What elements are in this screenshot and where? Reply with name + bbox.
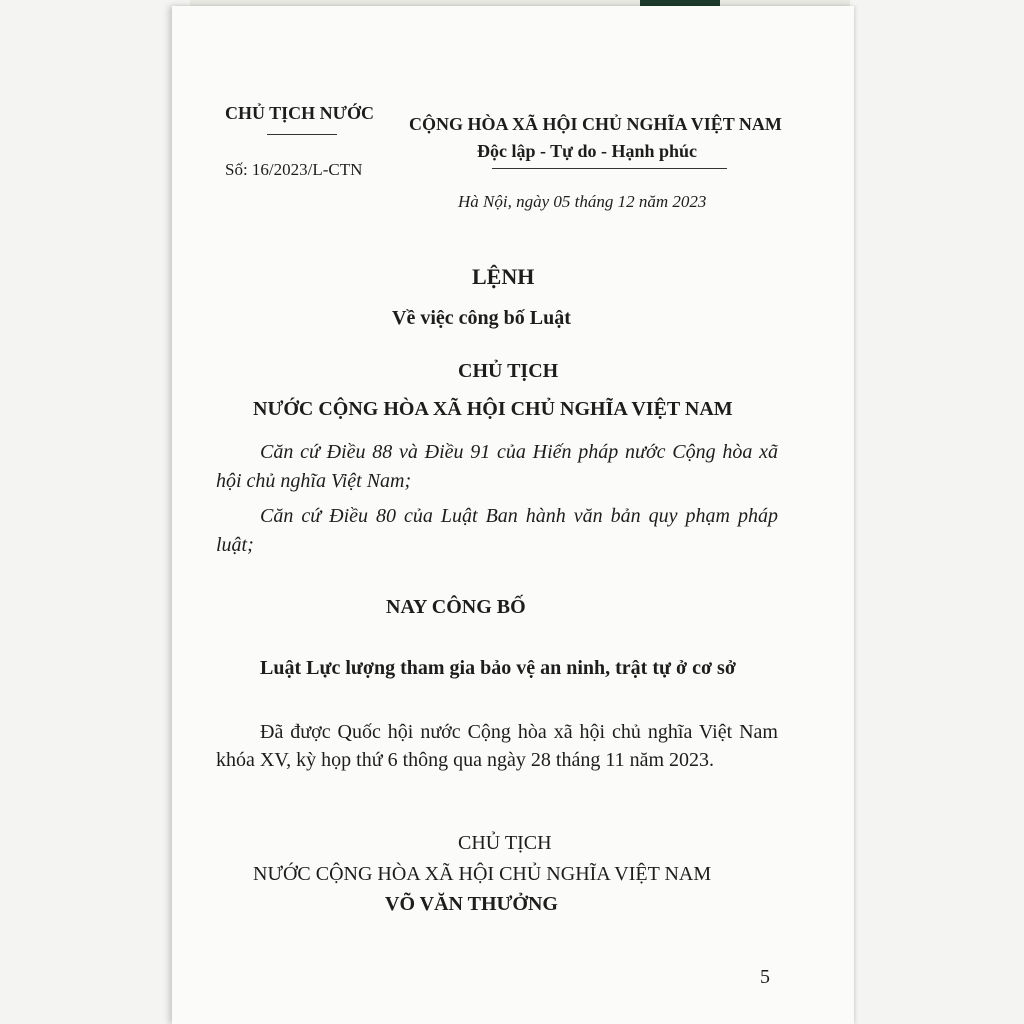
issuer-title: CHỦ TỊCH — [458, 360, 559, 382]
header-country: CỘNG HÒA XÃ HỘI CHỦ NGHĨA VIỆT NAM — [409, 114, 782, 134]
motto-rule — [492, 168, 727, 169]
document-page — [172, 6, 854, 1024]
issue-date: Hà Nội, ngày 05 tháng 12 năm 2023 — [458, 192, 707, 211]
basis-paragraph: Căn cứ Điều 80 của Luật Ban hành văn bản quy phạm pháp luật; — [216, 505, 778, 556]
passed-statement: Đã được Quốc hội nước Cộng hòa xã hội chủ nghĩa Việt Nam khóa XV, kỳ họp thứ 6 thông qua ngày 28 tháng 11 năm 2023. — [216, 721, 778, 771]
decree-heading: NAY CÔNG BỐ — [386, 596, 526, 618]
issuer-country: NƯỚC CỘNG HÒA XÃ HỘI CHỦ NGHĨA VIỆT NAM — [253, 398, 733, 420]
header-issuer-rule — [267, 134, 337, 135]
document-number: Số: 16/2023/L-CTN — [225, 160, 363, 179]
basis-paragraph: Căn cứ Điều 88 và Điều 91 của Hiến pháp nước Cộng hòa xã hội chủ nghĩa Việt Nam; — [216, 441, 778, 492]
document-subtitle: Về việc công bố Luật — [392, 307, 571, 329]
signatory-name: VÕ VĂN THƯỞNG — [385, 893, 558, 915]
signature-country: NƯỚC CỘNG HÒA XÃ HỘI CHỦ NGHĨA VIỆT NAM — [253, 863, 712, 885]
document-title: LỆNH — [472, 264, 535, 289]
header-motto: Độc lập - Tự do - Hạnh phúc — [477, 141, 698, 161]
page-number: 5 — [760, 966, 770, 988]
header-issuer: CHỦ TỊCH NƯỚC — [225, 103, 375, 123]
law-name: Luật Lực lượng tham gia bảo vệ an ninh, trật tự ở cơ sở — [260, 657, 736, 679]
signature-title: CHỦ TỊCH — [458, 832, 552, 854]
